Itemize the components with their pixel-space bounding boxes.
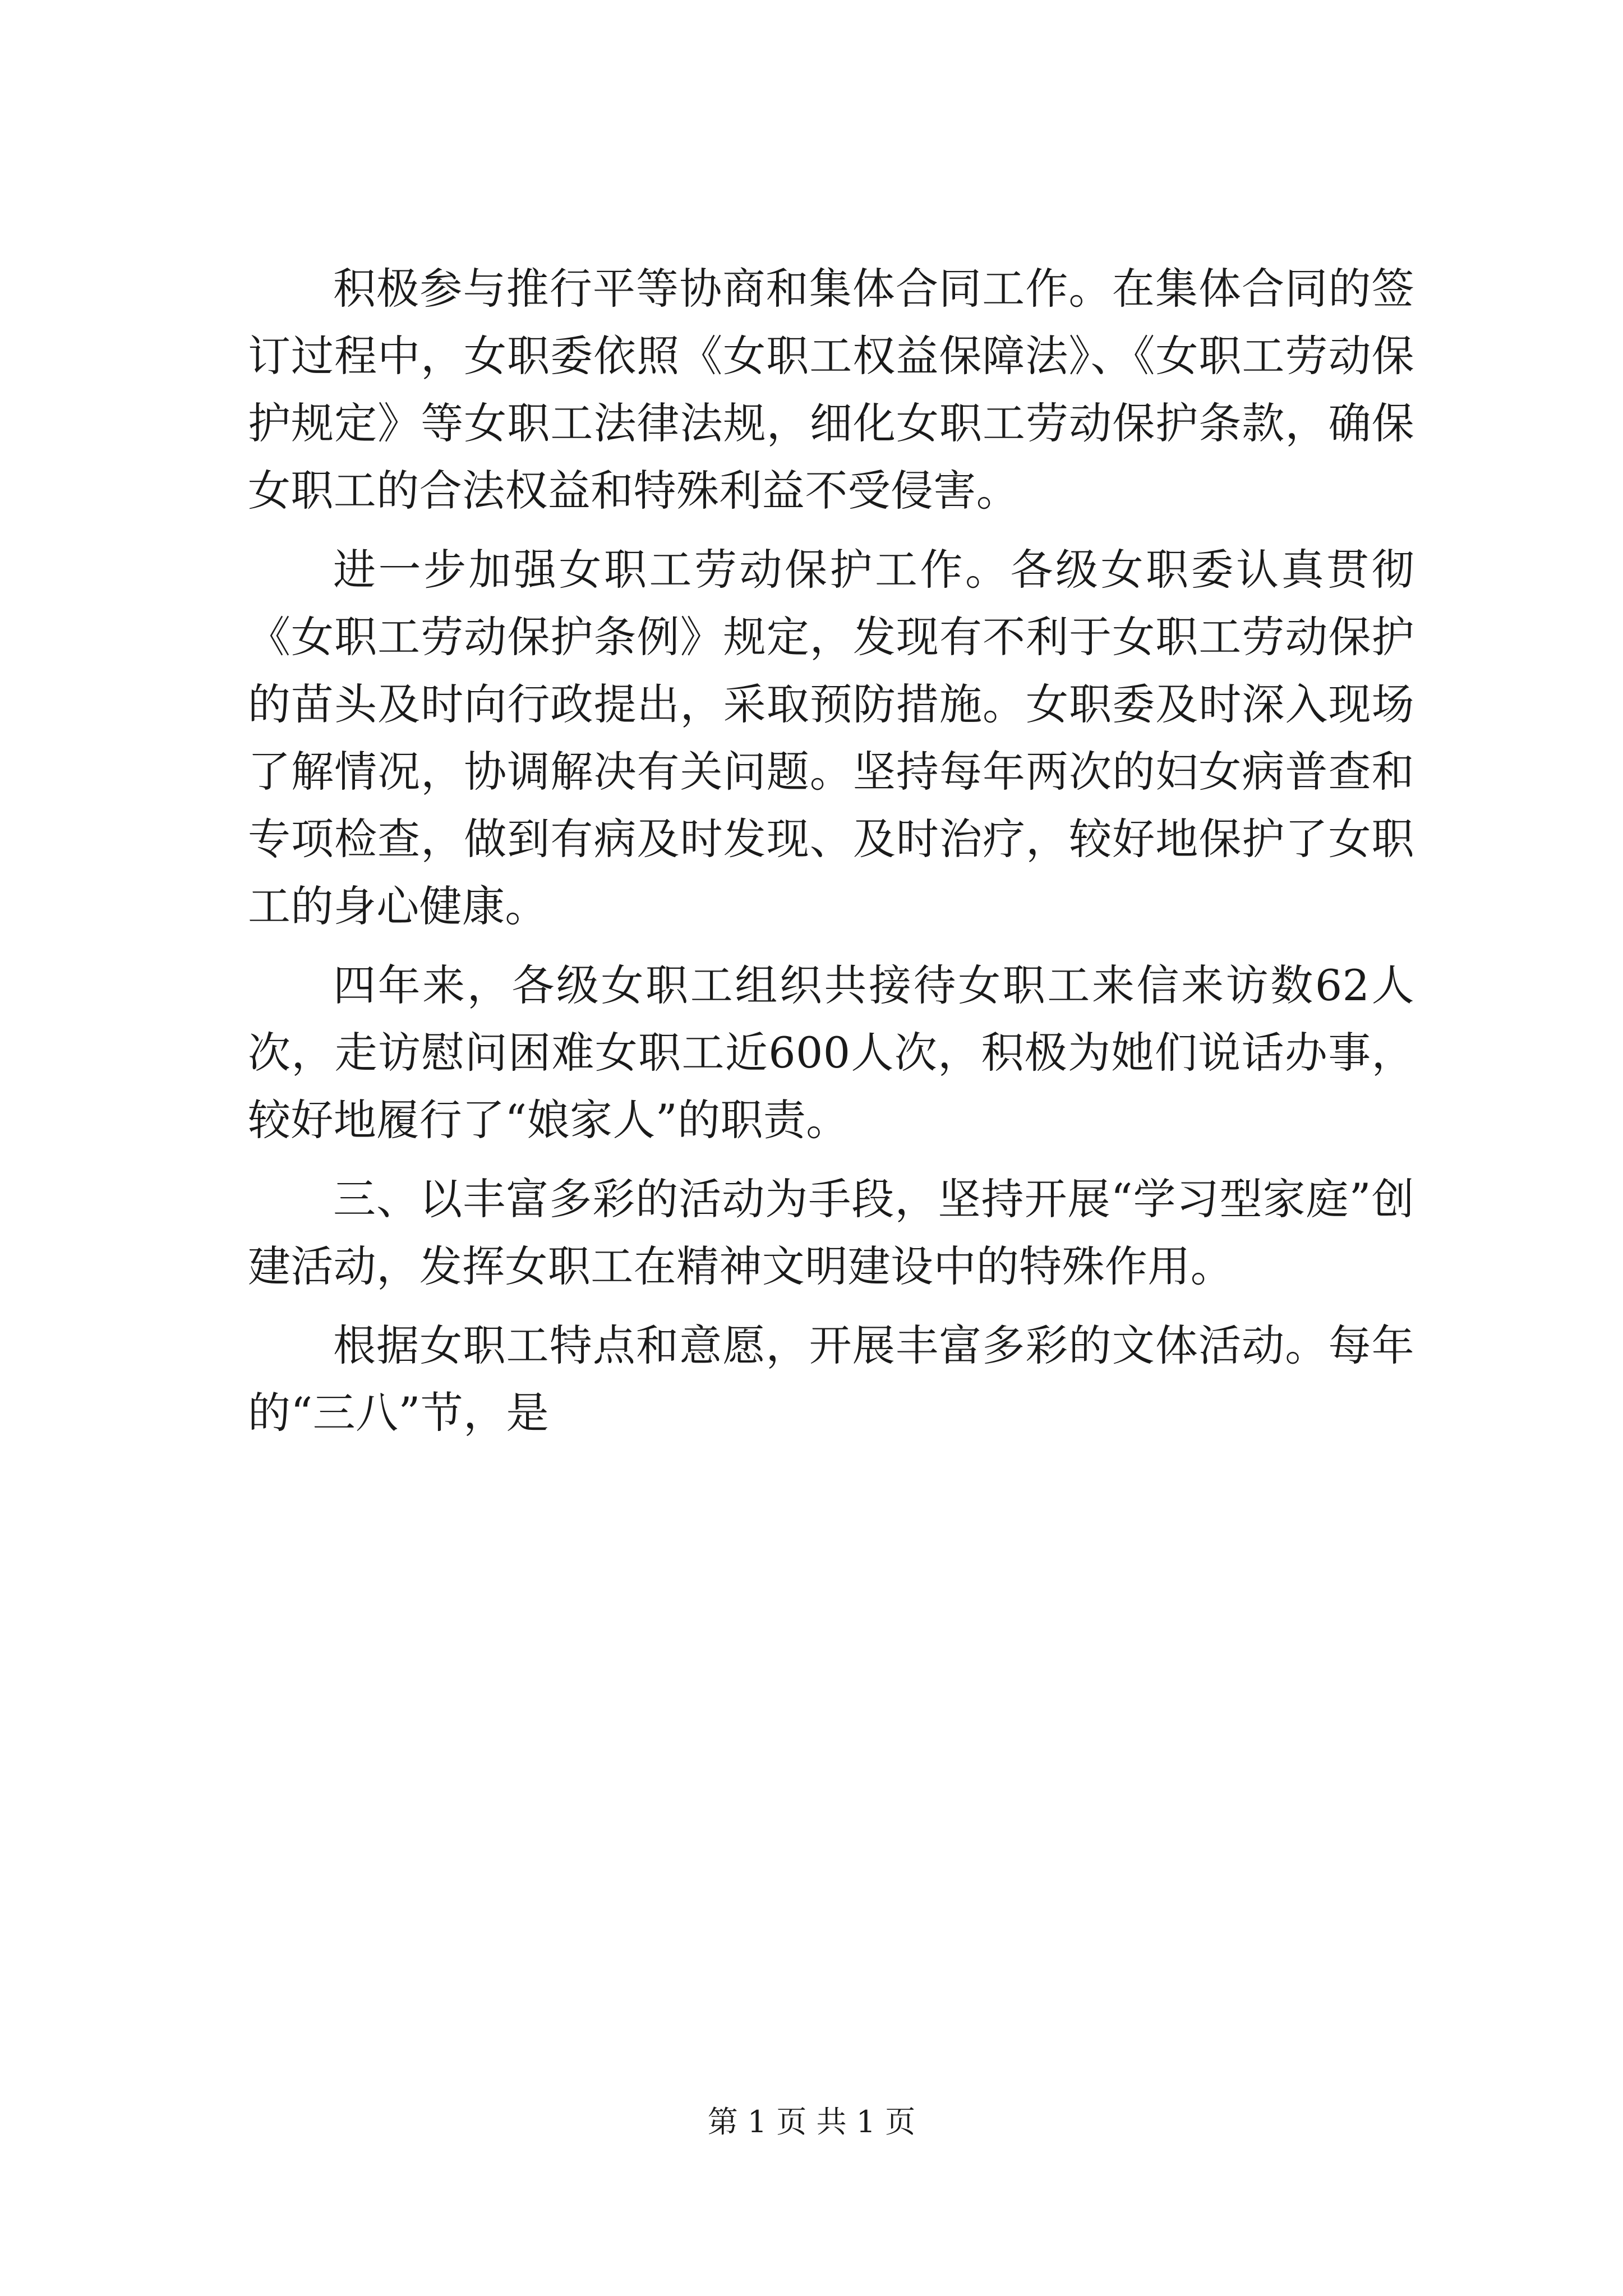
- paragraph-visits: 四年来，各级女职工组织共接待女职工来信来访数62人次，走访慰问困难女职工近600人次，积极为她们说话办事，较好地履行了“娘家人”的职责。: [248, 960, 1414, 1145]
- paragraph-section-three-heading: 三、以丰富多彩的活动为手段，坚持开展“学习型家庭”创建活动，发挥女职工在精神文明建设中的特殊作用。: [248, 1174, 1414, 1291]
- paragraph-labor-protection: 进一步加强女职工劳动保护工作。各级女职委认真贯彻《女职工劳动保护条例》规定，发现有不利于女职工劳动保护的苗头及时向行政提出，采取预防措施。女职委及时深入现场了解情况，协调解决有关问题。坚持每年两次的妇女病普查和专项检查，做到有病及时发现、及时治疗，较好地保护了女职工的身心健康。: [248, 545, 1414, 931]
- page-footer: 第 1 页 共 1 页: [707, 2104, 916, 2139]
- paragraph-collective-contract: 积极参与推行平等协商和集体合同工作。在集体合同的签订过程中，女职委依照《女职工权益保障法》、《女职工劳动保护规定》等女职工法律法规，细化女职工劳动保护条款，确保女职工的合法权益和特殊利益不受侵害。: [248, 264, 1414, 516]
- paragraph-cultural-activities: 根据女职工特点和意愿，开展丰富多彩的文体活动。每年的“三八”节，是: [248, 1320, 1414, 1438]
- document-body: [248, 255, 1414, 1458]
